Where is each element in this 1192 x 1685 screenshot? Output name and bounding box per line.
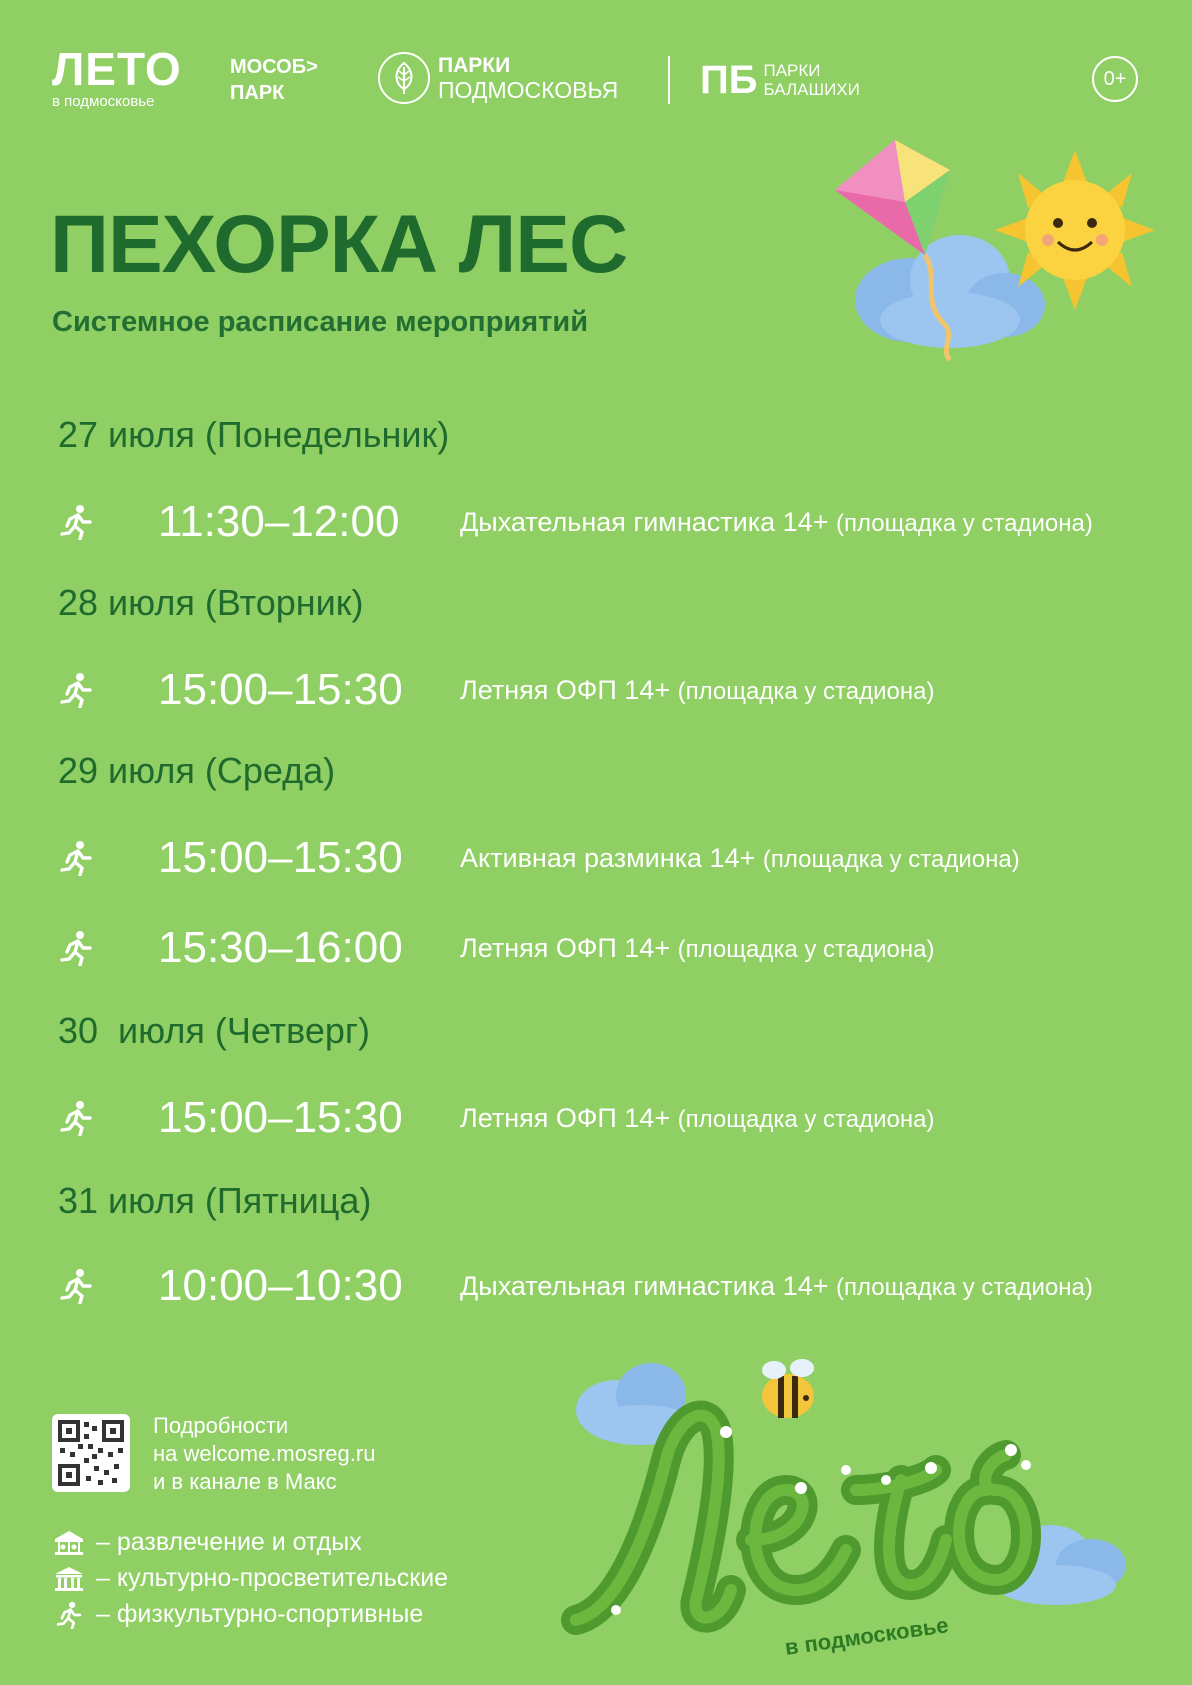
- leto-logo-subtext: в подмосковье: [52, 93, 155, 110]
- runner-icon: [58, 1100, 94, 1136]
- schedule-day-heading: 29 июля (Среда): [58, 750, 336, 791]
- qr-code[interactable]: [52, 1414, 130, 1492]
- legend-label: – культурно-просветительские: [96, 1564, 449, 1592]
- event-location: (площадка у стадиона): [677, 935, 935, 963]
- sun-icon: [995, 150, 1155, 310]
- event-location: (площадка у стадиона): [835, 1273, 1093, 1301]
- event-location: (площадка у стадиона): [677, 677, 935, 705]
- event-title: Летняя ОФП 14+: [460, 1102, 671, 1133]
- schedule-row: [58, 497, 1093, 546]
- schedule-day-heading: 30 июля (Четверг): [58, 1010, 371, 1051]
- schedule-day-heading: 28 июля (Вторник): [58, 582, 364, 623]
- event-title: Летняя ОФП 14+: [460, 674, 671, 705]
- leto-logo-text: ЛЕТО: [52, 43, 182, 95]
- parki-logo-line1: ПАРКИ: [438, 54, 511, 77]
- legend-label: – развлечение и отдых: [96, 1528, 362, 1556]
- event-location: (площадка у стадиона): [677, 1105, 935, 1133]
- schedule-row: [58, 923, 935, 972]
- event-location: (площадка у стадиона): [835, 509, 1093, 537]
- schedule-time: 11:30–12:00: [158, 497, 400, 546]
- event-title: Активная разминка 14+: [460, 842, 756, 873]
- grass-logo-sub: в подмосковье: [783, 1612, 950, 1660]
- page-title: ПЕХОРКА ЛЕС: [50, 199, 628, 290]
- runner-icon: [58, 1268, 94, 1304]
- carousel-icon: [52, 1529, 86, 1557]
- schedule-time: 15:00–15:30: [158, 833, 403, 882]
- schedule-row: [58, 833, 1020, 882]
- schedule-event: [460, 933, 934, 964]
- info-line: Подробности: [153, 1413, 289, 1438]
- kite-sun-illustration: [830, 140, 1160, 370]
- schedule-event: [460, 675, 934, 706]
- legend-item-sport: [52, 1600, 423, 1629]
- pb-logo-line1: ПАРКИ: [763, 61, 821, 80]
- schedule-day-heading: 31 июля (Пятница): [58, 1180, 372, 1221]
- schedule-row: [58, 1261, 1093, 1310]
- grass-leto-illustration: [556, 1340, 1136, 1670]
- event-title: Дыхательная гимнастика 14+: [460, 1270, 829, 1301]
- schedule-time: 10:00–10:30: [158, 1261, 403, 1310]
- bee-icon: [762, 1359, 814, 1418]
- schedule-time: 15:30–16:00: [158, 923, 403, 972]
- runner-icon: [58, 840, 94, 876]
- museum-icon: [52, 1565, 86, 1593]
- info-line: и в канале в Макс: [153, 1469, 337, 1494]
- parki-logo-line2: ПОДМОСКОВЬЯ: [438, 77, 619, 103]
- pb-logo-line2: БАЛАШИХИ: [763, 80, 860, 99]
- runner-icon: [58, 930, 94, 966]
- schedule-event: [460, 843, 1020, 874]
- schedule-row: [58, 1093, 935, 1142]
- leto-logo: [52, 43, 182, 110]
- pb-logo-mark: ПБ: [700, 58, 758, 102]
- schedule-event: [460, 1103, 934, 1134]
- schedule-row: [58, 665, 935, 714]
- legend-item-culture: [52, 1564, 448, 1593]
- leaf-icon: [378, 52, 430, 104]
- page-subtitle: Системное расписание мероприятий: [52, 306, 589, 338]
- schedule-day-heading: 27 июля (Понедельник): [58, 414, 450, 455]
- header-divider: [668, 56, 670, 104]
- legend-item-entertainment: [52, 1528, 362, 1557]
- legend-label: – физкультурно-спортивные: [96, 1600, 424, 1628]
- parki-balashikhi-logo: [700, 60, 860, 100]
- runner-icon: [58, 504, 94, 540]
- info-link[interactable]: на welcome.mosreg.ru: [153, 1441, 376, 1466]
- mosob-logo-line1: МОСОБ>: [230, 56, 318, 78]
- info-text: [153, 1412, 375, 1496]
- age-rating-badge: 0+: [1092, 56, 1138, 102]
- runner-icon: [52, 1601, 86, 1629]
- event-title: Летняя ОФП 14+: [460, 932, 671, 963]
- schedule-time: 15:00–15:30: [158, 665, 403, 714]
- grass-lettering-highlight: [576, 1416, 1026, 1620]
- schedule-time: 15:00–15:30: [158, 1093, 403, 1142]
- event-title: Дыхательная гимнастика 14+: [460, 506, 829, 537]
- mosob-logo-line2: ПАРК: [230, 82, 285, 104]
- parki-podmoskovya-logo: [378, 52, 618, 104]
- mosobpark-logo: [230, 54, 318, 106]
- runner-icon: [58, 672, 94, 708]
- schedule-event: [460, 1271, 1093, 1302]
- event-location: (площадка у стадиона): [762, 845, 1020, 873]
- schedule-event: [460, 507, 1093, 538]
